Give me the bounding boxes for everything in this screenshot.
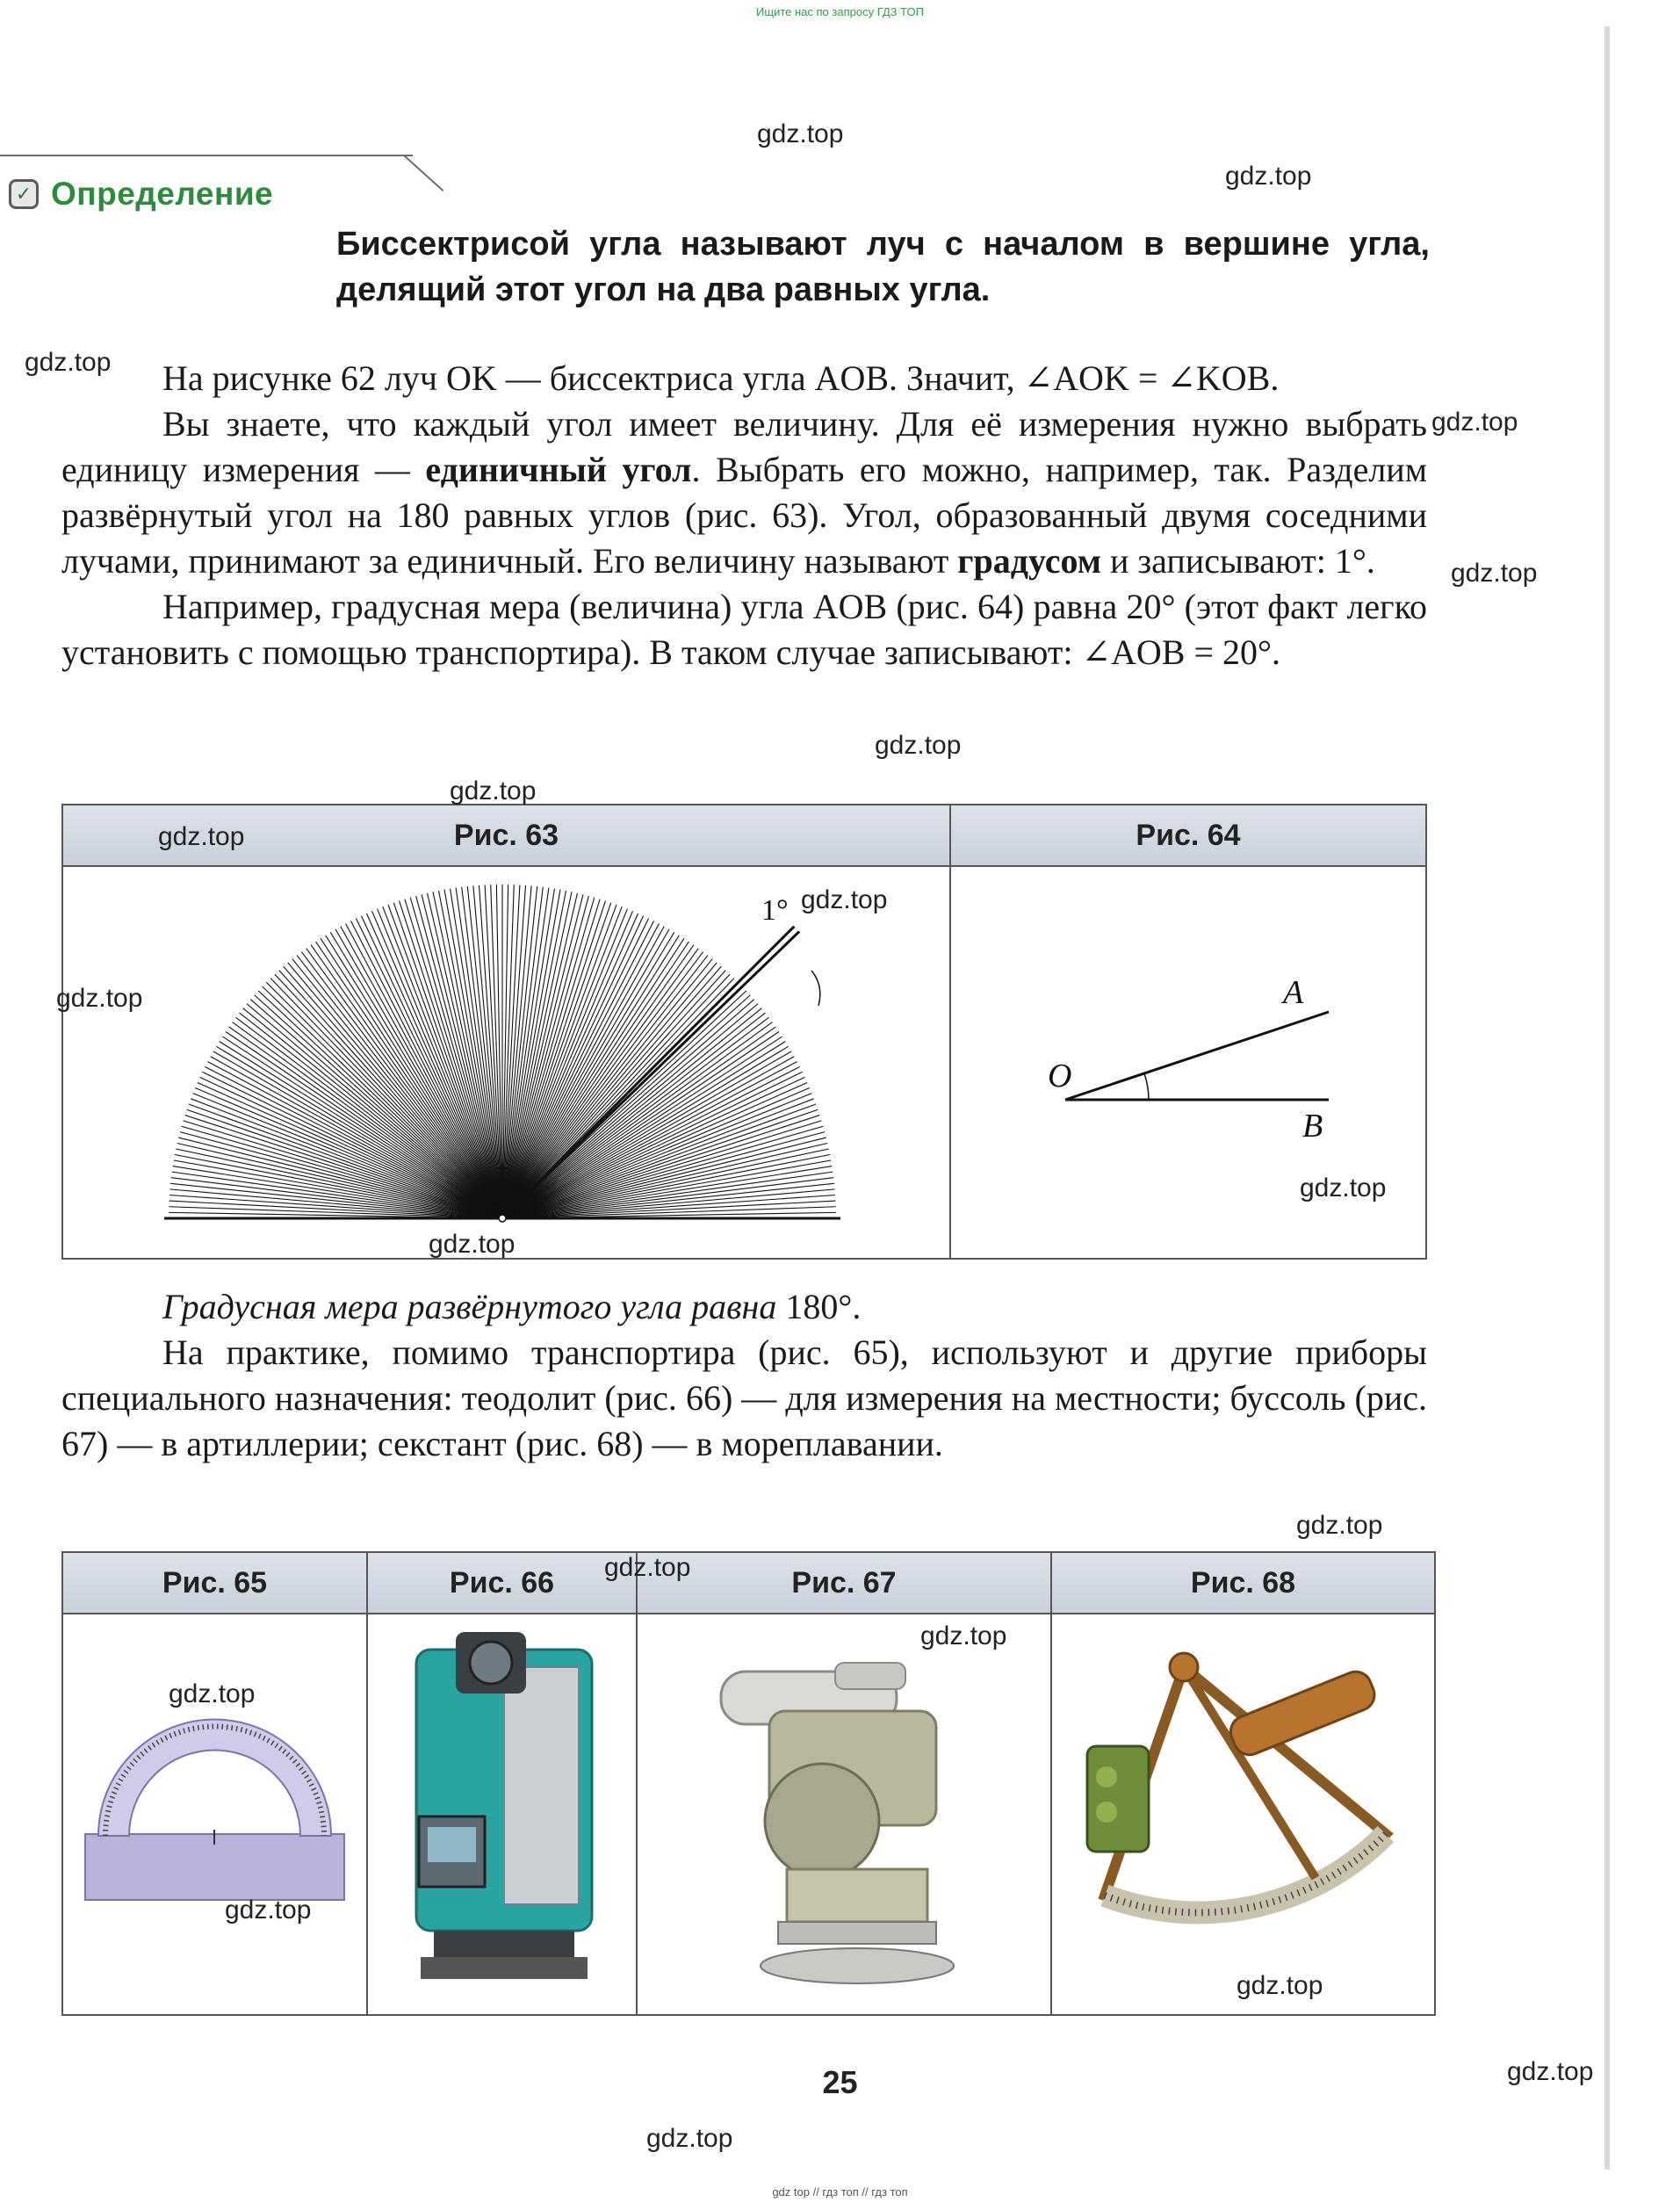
watermark[interactable]: gdz.top bbox=[1296, 1511, 1383, 1540]
watermark[interactable]: gdz.top bbox=[225, 1896, 312, 1925]
paragraph-straight-angle bbox=[61, 1284, 1427, 1330]
text-block-2 bbox=[61, 1284, 1427, 1467]
fig64-title: Рис. 64 bbox=[950, 805, 1426, 866]
sextant-image bbox=[1052, 1614, 1434, 2010]
one-degree-label: 1° bbox=[761, 894, 789, 927]
point-O-label: O bbox=[1048, 1058, 1072, 1094]
text-block-1 bbox=[61, 356, 1427, 675]
watermark[interactable]: gdz.top bbox=[429, 1230, 516, 1259]
checkmark-icon: ✓ bbox=[9, 179, 39, 209]
fig68-box bbox=[1052, 1614, 1434, 2014]
watermark[interactable]: gdz.top bbox=[1225, 162, 1312, 191]
fig65-cell bbox=[62, 1614, 367, 2015]
top-banner[interactable]: Ищите нас по запросу ГДЗ ТОП bbox=[756, 5, 924, 18]
fig63-box bbox=[63, 867, 949, 1258]
page-spine-shadow bbox=[1604, 26, 1610, 2170]
theodolite-image bbox=[368, 1614, 636, 2010]
fig67-box bbox=[638, 1614, 1050, 2014]
term-degree: градусом bbox=[957, 541, 1101, 581]
fig67-cell bbox=[637, 1614, 1051, 2015]
figure-table-63-64 bbox=[61, 804, 1427, 1260]
watermark[interactable]: gdz.top bbox=[801, 885, 888, 914]
watermark[interactable]: gdz.top bbox=[1237, 1971, 1323, 2000]
paragraph-degree-unit-part1: Вы знаете, что каждый угол имеет величину. Для её измерения нужно выбрать единицу измерения — bbox=[61, 404, 1427, 489]
straight-angle-statement: Градусная мера развёрнутого угла равна bbox=[162, 1287, 777, 1326]
one-degree-arc bbox=[811, 971, 820, 1006]
watermark[interactable]: gdz.top bbox=[1451, 559, 1538, 588]
watermark[interactable]: gdz.top bbox=[920, 1621, 1007, 1650]
watermark[interactable]: gdz.top bbox=[169, 1679, 256, 1708]
fig66-title: Рис. 66 bbox=[367, 1552, 637, 1614]
fig65-title: Рис. 65 bbox=[62, 1552, 367, 1614]
fig68-title: Рис. 68 bbox=[1051, 1552, 1435, 1614]
definition-text: Биссектрисой угла называют луч с началом в вершине угла, делящий этот угол на два равных угла. bbox=[336, 226, 1430, 308]
paragraph-angle-measure: Например, градусная мера (величина) угла AOB (рис. 64) равна 20° (этот факт легко установить с помощью транспортира). В таком случае записывают: ∠AOB = 20°. bbox=[61, 587, 1427, 672]
paragraph-degree-unit bbox=[61, 401, 1427, 584]
fig68-cell bbox=[1051, 1614, 1435, 2015]
fan-ray bbox=[502, 1042, 785, 1218]
watermark[interactable]: gdz.top bbox=[646, 2124, 733, 2153]
watermark[interactable]: gdz.top bbox=[450, 776, 537, 805]
angle-arc bbox=[1144, 1073, 1149, 1100]
paragraph-degree-unit-part3: и записывают: 1°. bbox=[1100, 541, 1375, 581]
fan-ray bbox=[220, 1042, 502, 1218]
fan-center-point bbox=[499, 1215, 506, 1222]
paragraph-instruments: На практике, помимо транспортира (рис. 65), используют и другие приборы специального назначения: теодолит (рис. 66) — для измерения на местности; буссоль (рис. 67) — в артиллерии; секстант (рис. 68) — в мореплавании. bbox=[61, 1332, 1427, 1463]
paragraph-bisector-example: На рисунке 62 луч OK — биссектриса угла AOB. Значит, ∠AOK = ∠KOB. bbox=[162, 358, 1280, 398]
figure-table-65-68 bbox=[61, 1551, 1436, 2016]
ray-OA bbox=[1065, 1012, 1329, 1100]
watermark[interactable]: gdz.top bbox=[1300, 1174, 1387, 1202]
watermark[interactable]: gdz.top bbox=[1507, 2057, 1594, 2086]
fig67-title: Рис. 67 bbox=[637, 1552, 1051, 1614]
fig65-box bbox=[63, 1614, 366, 2014]
definition-label: Определение bbox=[51, 176, 274, 212]
definition-rule bbox=[0, 155, 413, 156]
bottom-banner[interactable]: gdz top // гдз топ // гдз топ bbox=[772, 2185, 908, 2199]
watermark[interactable]: gdz.top bbox=[158, 822, 245, 851]
point-B-label: B bbox=[1302, 1108, 1323, 1145]
definition-rule-slant bbox=[403, 155, 443, 191]
point-A-label: A bbox=[1283, 974, 1304, 1011]
watermark[interactable]: gdz.top bbox=[1431, 408, 1518, 437]
watermark[interactable]: gdz.top bbox=[757, 119, 844, 148]
page-number: 25 bbox=[822, 2064, 858, 2100]
fan-ray bbox=[502, 935, 679, 1218]
half-circle-fan-diagram bbox=[63, 867, 948, 1253]
fig66-box bbox=[368, 1614, 636, 2014]
fig63-title: Рис. 63 bbox=[62, 805, 950, 866]
fig66-cell bbox=[367, 1614, 637, 2015]
definition-header bbox=[9, 172, 273, 216]
protractor-arc bbox=[98, 1720, 331, 1837]
term-unit-angle: единичный угол bbox=[425, 450, 692, 489]
paragraph-degree-unit-part2: . Выбрать его можно, например, так. Разделим развёрнутый угол на 180 равных углов (рис. 63). Угол, образованный двумя соседними лучами, принимают за единичный. Его величину называют bbox=[61, 450, 1428, 581]
straight-angle-value: 180°. bbox=[776, 1287, 862, 1326]
compass-buzzle-image bbox=[638, 1614, 1050, 2010]
protractor-image bbox=[63, 1614, 366, 2010]
watermark[interactable]: gdz.top bbox=[25, 348, 112, 377]
fan-ray bbox=[326, 935, 502, 1218]
watermark[interactable]: gdz.top bbox=[604, 1553, 691, 1582]
watermark[interactable]: gdz.top bbox=[56, 984, 143, 1013]
watermark[interactable]: gdz.top bbox=[875, 731, 962, 760]
fig63-cell bbox=[62, 866, 950, 1259]
